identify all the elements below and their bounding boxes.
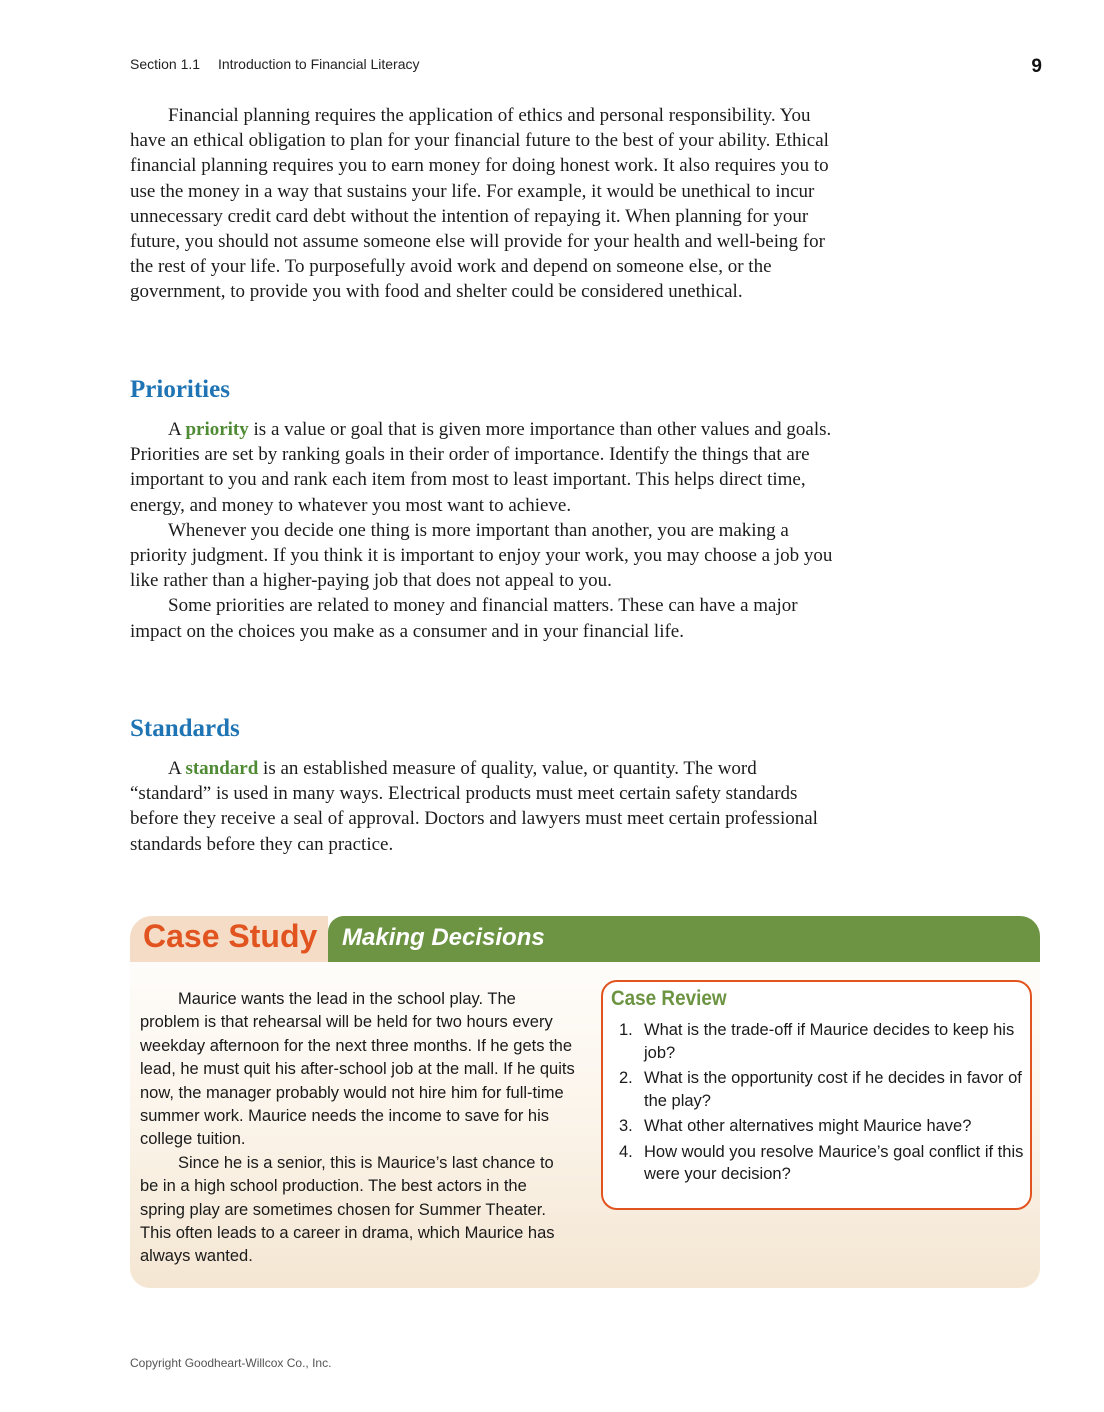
review-question xyxy=(619,1019,1029,1064)
priorities-paragraph-2: Whenever you decide one thing is more important than another, you are making a priority judgment. If you think it is important to enjoy your work, you may choose a job you like rather than a higher-paying job that does not appeal to you. xyxy=(130,519,833,592)
priorities-section xyxy=(130,417,842,644)
standards-paragraph xyxy=(130,756,842,857)
priorities-paragraph-1 xyxy=(130,417,842,518)
review-question xyxy=(619,1115,1029,1138)
review-question xyxy=(619,1141,1029,1186)
standards-heading: Standards xyxy=(130,715,240,742)
case-review-questions xyxy=(619,1019,1029,1189)
case-review-box xyxy=(601,980,1032,1210)
review-question xyxy=(619,1067,1029,1112)
page-number: 9 xyxy=(1031,56,1042,77)
standard-term: standard xyxy=(185,758,259,779)
question-number: 4. xyxy=(619,1142,633,1161)
case-story-paragraph-2: Since he is a senior, this is Maurice’s last chance to be in a high school production. The best actors in the spring play are sometimes chosen for Summer Theater. This often leads to a career in drama, which Maurice has always wanted. xyxy=(140,1153,555,1266)
intro-paragraph: Financial planning requires the application of ethics and personal responsibility. You have an ethical obligation to plan for your financial future to the best of your ability. Ethical financial planning requires you to earn money for doing honest work. It also requires you to use the money in a way that sustains your life. For example, it would be unethical to incur unnecessary credit card debt without the intention of repaying it. When planning for your future, you should not assume someone else will provide for your health and well-being for the rest of your life. To purposefully avoid work and depend on someone else, or the government, to provide you with food and shelter could be considered unethical. xyxy=(130,105,829,303)
priority-definition: is a value or goal that is given more importance than other values and goals. Priorities are set by ranking goals in their order of importance. Identify the things that are important to you and rank each item from most to least important. This helps direct time, energy, and money to whatever you most want to achieve. xyxy=(130,419,832,516)
case-review-title: Case Review xyxy=(611,987,727,1010)
question-text: How would you resolve Maurice’s goal conflict if this were your decision? xyxy=(644,1142,1024,1183)
standards-section xyxy=(130,756,842,857)
copyright-notice: Copyright Goodheart-Willcox Co., Inc. xyxy=(130,1356,332,1370)
question-text: What is the trade-off if Maurice decides to keep his job? xyxy=(644,1021,1015,1062)
running-head xyxy=(130,56,420,72)
standard-definition: is an established measure of quality, value, or quantity. The word “standard” is used in many ways. Electrical products must meet certain safety standards before they receive a seal of approval. Doctors and lawyers must meet certain professional standards before they can practice. xyxy=(130,758,818,855)
chapter-title: Introduction to Financial Literacy xyxy=(217,56,420,72)
priority-lead: A xyxy=(168,419,186,440)
section-number: Section 1.1 xyxy=(130,56,201,72)
question-text: What is the opportunity cost if he decides in favor of the play? xyxy=(644,1069,1022,1110)
question-number: 3. xyxy=(619,1117,633,1135)
priority-term: priority xyxy=(185,419,249,440)
standard-lead: A xyxy=(168,758,186,779)
priorities-paragraph-3: Some priorities are related to money and financial matters. These can have a major impact on the choices you make as a consumer and in your financial life. xyxy=(130,595,798,642)
question-number: 1. xyxy=(619,1021,633,1039)
case-study-label: Case Study xyxy=(143,918,318,954)
case-story-paragraph-1: Maurice wants the lead in the school play. The problem is that rehearsal will be held for two hours every weekday afternoon for the next three months. If he gets the lead, he must quit his after-school job at the mall. If he quits now, the manager probably would not hire him for full-time summer work. Maurice needs the income to save for his college tuition. xyxy=(140,990,575,1149)
case-study-story xyxy=(140,988,576,1269)
intro-section xyxy=(130,103,842,305)
case-study-subtitle: Making Decisions xyxy=(342,924,545,951)
priorities-heading: Priorities xyxy=(130,376,230,403)
question-number: 2. xyxy=(619,1069,633,1087)
question-text: What other alternatives might Maurice have? xyxy=(644,1117,972,1135)
